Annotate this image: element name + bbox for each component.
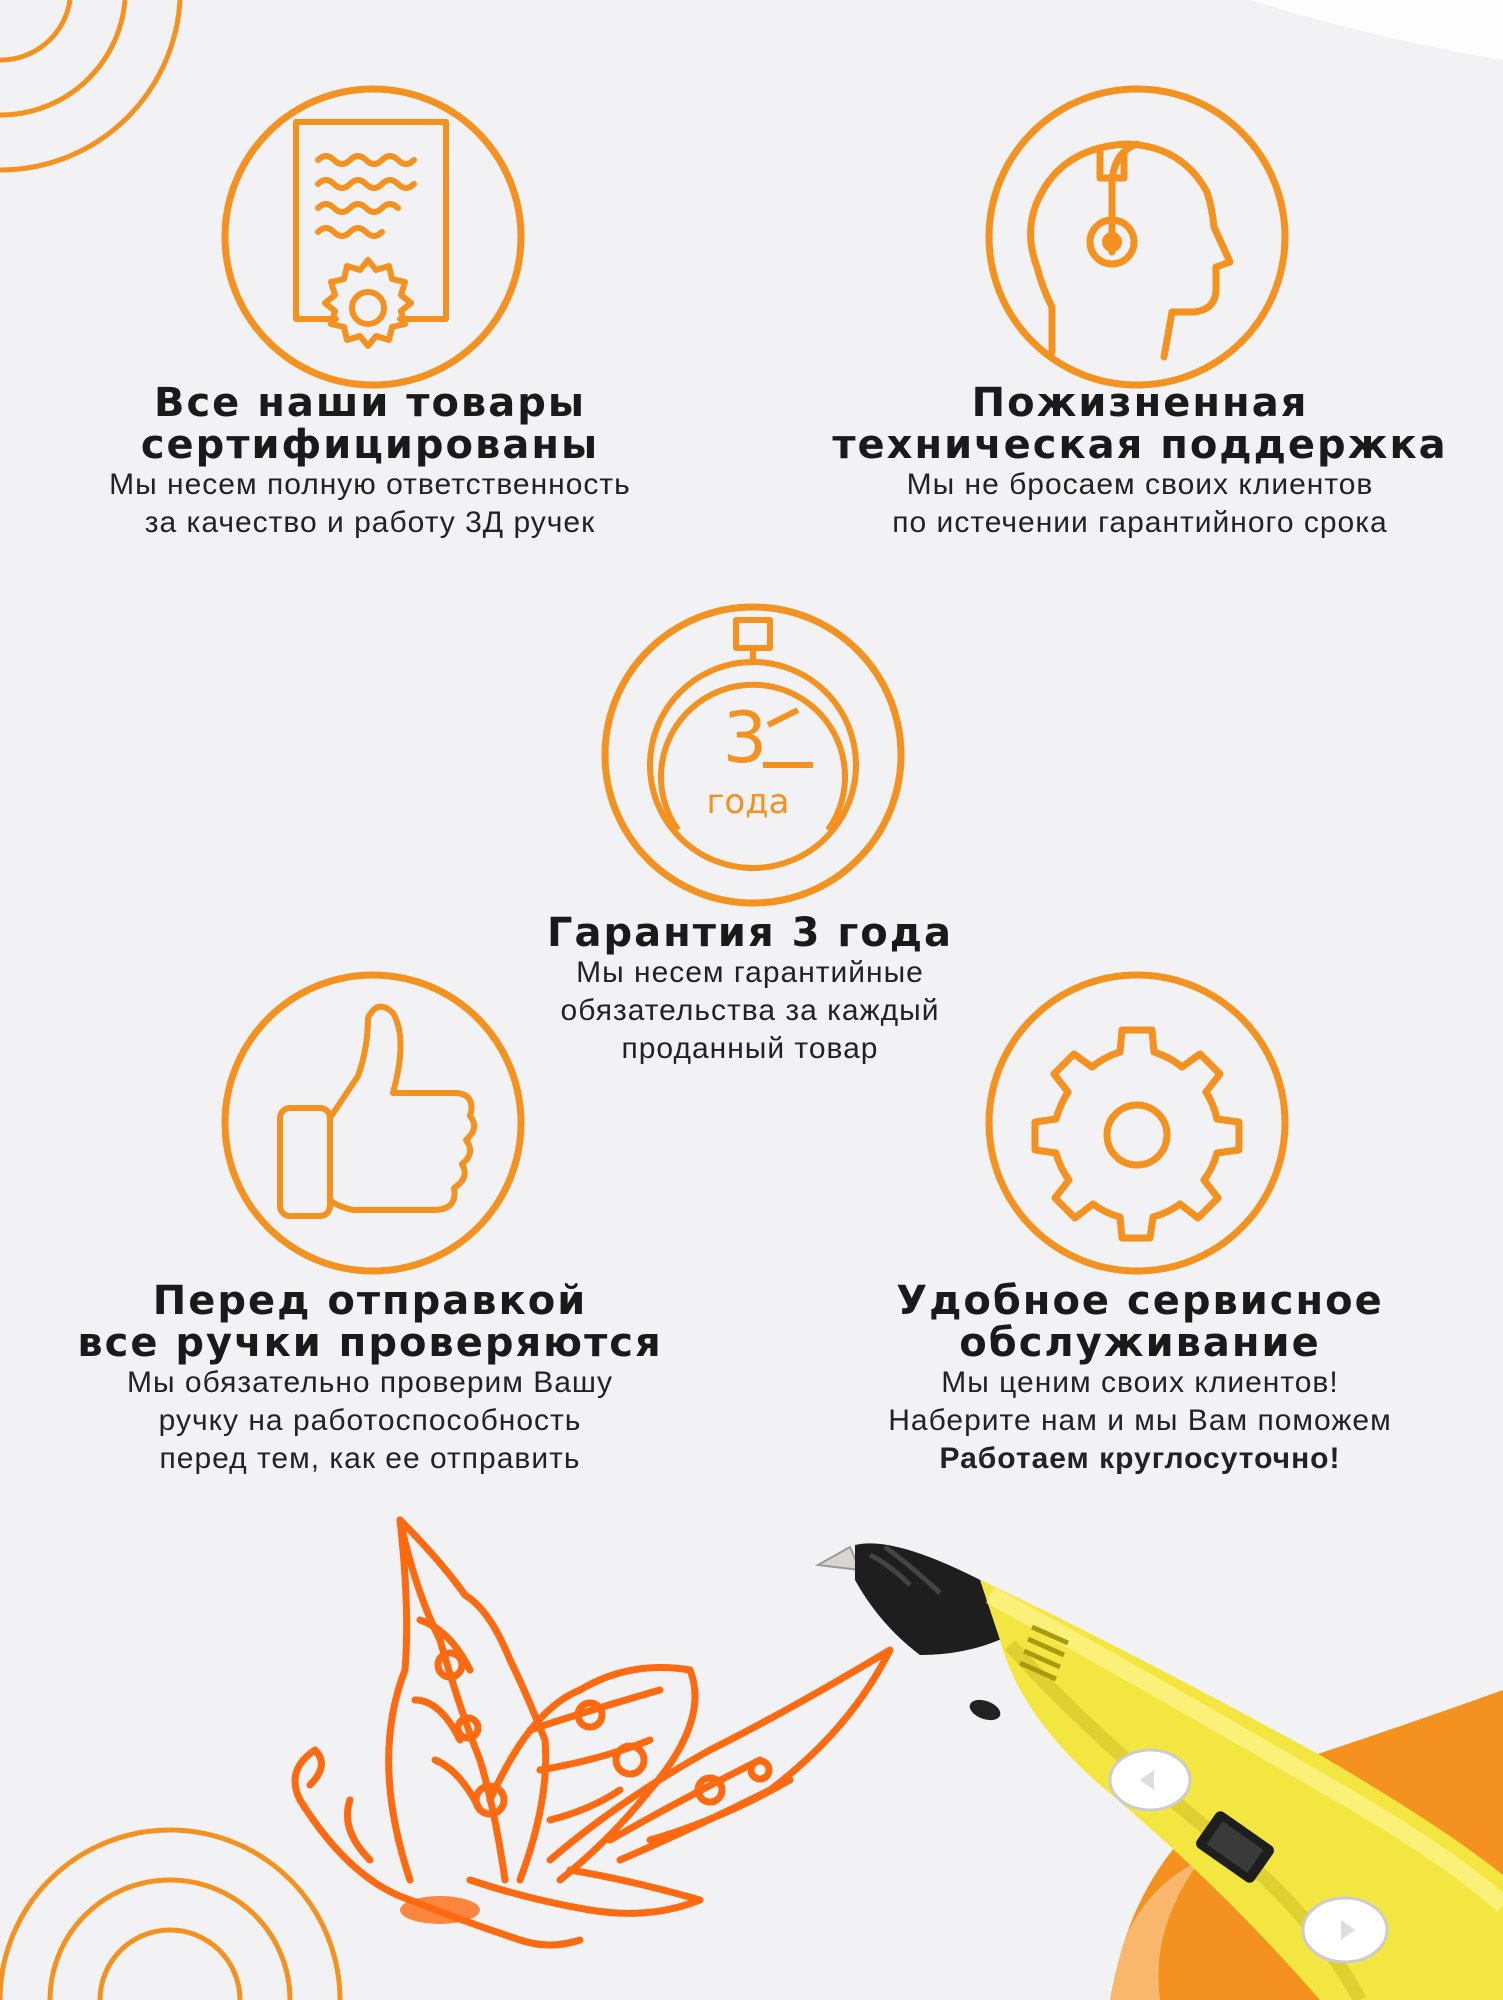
feature-description: Мы обязательно проверим Вашу ручку на работоспособность перед тем, как ее отправить bbox=[127, 1366, 613, 1475]
feature-pens-checked bbox=[60, 1280, 680, 1478]
feature-service bbox=[800, 1280, 1480, 1478]
feature-title: Перед отправкой все ручки проверяются bbox=[77, 1278, 663, 1366]
thumbs-up-icon bbox=[218, 968, 528, 1278]
round-the-clock-note: Работаем круглосуточно! bbox=[939, 1442, 1341, 1475]
feature-description: Мы несем гарантийные обязательства за каждый проданный товар bbox=[560, 956, 940, 1065]
feature-description: Мы несем полную ответственность за качество и работу 3Д ручек bbox=[109, 468, 631, 539]
feature-warranty bbox=[470, 912, 1030, 1068]
feature-title: Все наши товары сертифицированы bbox=[140, 380, 600, 468]
feature-title: Гарантия 3 года bbox=[547, 910, 953, 956]
concentric-arcs-top-left bbox=[0, 0, 180, 170]
stopwatch-3-years-icon bbox=[598, 600, 908, 910]
headset-support-icon bbox=[982, 82, 1292, 392]
feature-certified bbox=[40, 382, 700, 542]
certificate-icon bbox=[218, 82, 528, 392]
concentric-arcs-bottom-left bbox=[0, 1830, 340, 2000]
gear-icon bbox=[982, 968, 1292, 1278]
feature-title: Пожизненная техническая поддержка bbox=[832, 380, 1448, 468]
feature-description: Мы ценим своих клиентов! Наберите нам и мы Вам поможем Работаем круглосуточно! bbox=[800, 1364, 1480, 1478]
feature-lifetime-support bbox=[800, 382, 1480, 542]
icon-number: 3 bbox=[722, 697, 768, 779]
3d-pen bbox=[800, 1525, 1503, 2000]
feature-title: Удобное сервисное обслуживание bbox=[896, 1278, 1384, 1366]
icon-caption: года bbox=[706, 782, 790, 822]
feature-description: Мы не бросаем своих клиентов по истечении гарантийного срока bbox=[892, 468, 1388, 539]
